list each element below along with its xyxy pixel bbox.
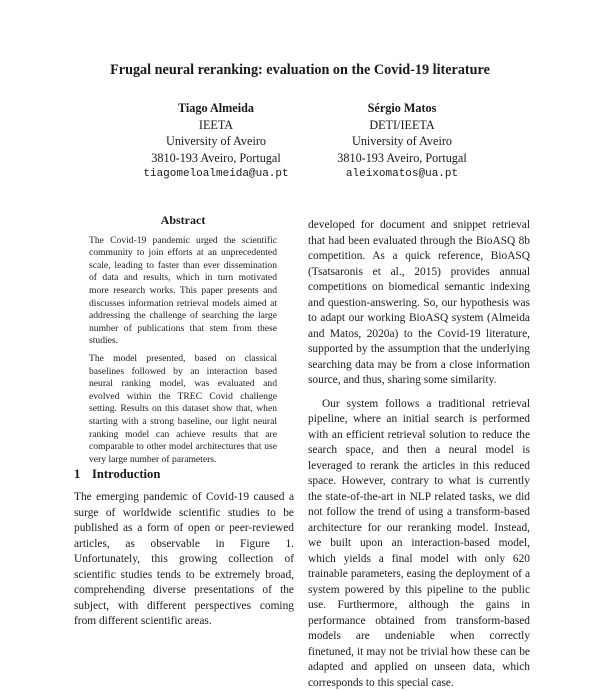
author-email[interactable]: aleixomatos@ua.pt bbox=[302, 166, 502, 183]
body-paragraph: Our system follows a traditional retrieval pipeline, where an initial search is performed with an efficient retrieval solution to reduce the search space, and then a neural model is leveraged to rerank the articles in this reduced space. However, contrary to what is currently the state-of-the-art in NLP related tasks, we did not follow the trend of using a transform-based architecture for our reranking model. Instead, we built upon an interaction-based model, which yields a final model with only 620 trainable parameters, easing the deployment of a system powered by this pipeline to the public use. Furthermore, although the gains in performance obtained from transform-based models are undeniable when correctly finetuned, it may not be trivial how these can be adapted and applied on unseen data, which corresponds to this special case. bbox=[308, 397, 530, 691]
author-affiliation: DETI/IEETA bbox=[302, 117, 502, 134]
section-number: 1 bbox=[74, 467, 92, 482]
abstract-heading: Abstract bbox=[89, 214, 277, 227]
author-university: University of Aveiro bbox=[116, 133, 316, 150]
author-block-1 bbox=[116, 100, 316, 183]
author-name: Tiago Almeida bbox=[116, 100, 316, 117]
author-name: Sérgio Matos bbox=[302, 100, 502, 117]
section-title: Introduction bbox=[92, 467, 160, 481]
section-heading bbox=[74, 467, 160, 482]
paper-title: Frugal neural reranking: evaluation on the Covid-19 literature bbox=[0, 62, 600, 79]
author-address: 3810-193 Aveiro, Portugal bbox=[116, 150, 316, 167]
left-column-body bbox=[74, 490, 294, 630]
author-university: University of Aveiro bbox=[302, 133, 502, 150]
author-address: 3810-193 Aveiro, Portugal bbox=[302, 150, 502, 167]
body-paragraph: The emerging pandemic of Covid-19 caused a surge of worldwide scientific studies to be published as a form of open or peer-reviewed articles, as observable in Figure 1. Unfortunately, this growing collection of scientific studies tends to be extremely broad, comprehending diverse presentations of the subject, with different perspectives coming from different scientific areas. bbox=[74, 490, 294, 630]
abstract-paragraph: The Covid-19 pandemic urged the scientific community to join efforts at an unprecedented scale, leading to faster than ever dissemination of data and results, which in turn motivated more research works. This paper presents and discusses information retrieval models aimed at addressing the challenge of searching the large number of publications that stem from these studies. bbox=[89, 235, 277, 348]
author-affiliation: IEETA bbox=[116, 117, 316, 134]
right-column-body bbox=[308, 218, 530, 691]
author-block-2 bbox=[302, 100, 502, 183]
abstract bbox=[89, 214, 277, 471]
body-paragraph: developed for document and snippet retrieval that had been evaluated through the BioASQ 8b competition. As a quick reference, BioASQ (Tsatsaronis et al., 2015) provides annual competitions on biomedical semantic indexing and question-answering. So, our hypothesis was to adapt our working BioASQ system (Almeida and Matos, 2020a) to the Covid-19 literature, supported by the assumption that the underlying searching data may be from a close information source, and thus, sharing some similarity. bbox=[308, 218, 530, 389]
author-email[interactable]: tiagomeloalmeida@ua.pt bbox=[116, 166, 316, 183]
abstract-paragraph: The model presented, based on classical baselines followed by an interaction based neural ranking model, was evaluated and evolved within the TREC Covid challenge setting. Results on this dataset show that, when starting with a strong baseline, our light neural ranking model can achieve results that are comparable to other model architectures that use very large number of parameters. bbox=[89, 353, 277, 466]
